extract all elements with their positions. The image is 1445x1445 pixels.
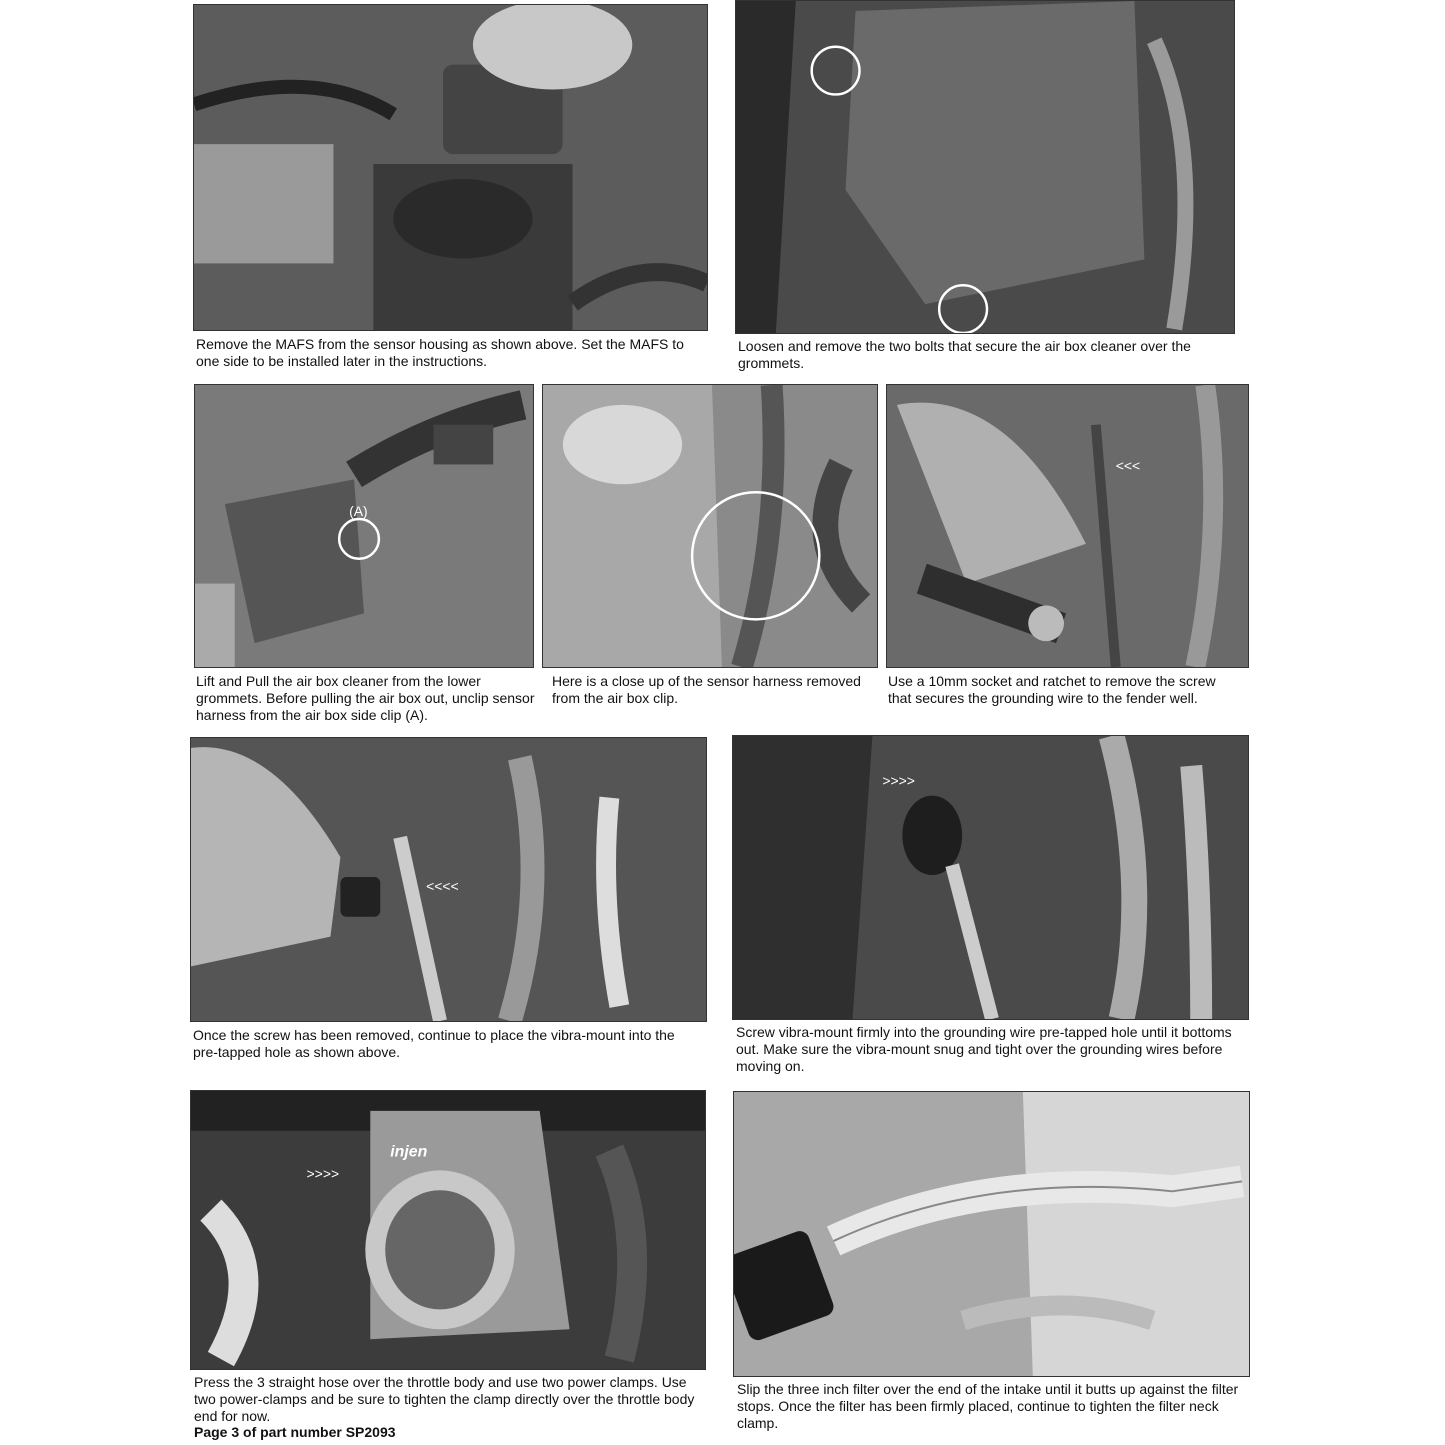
page-footer: Page 3 of part number SP2093 [194, 1424, 396, 1440]
photo-airbox-bolts [735, 0, 1235, 334]
photo-vibra-mount-insert [190, 737, 707, 1022]
caption-step-5: Use a 10mm socket and ratchet to remove the screw that secures the grounding wire to the fender well. [888, 673, 1216, 706]
caption-step-7: Screw vibra-mount firmly into the grounding wire pre-tapped hole until it bottoms out. Make sure the vibra-mount snug and tight over the grounding wires before moving on. [736, 1024, 1232, 1074]
caption-step-3: Lift and Pull the air box cleaner from the lower grommets. Before pulling the air box out, unclip sensor harness from the air box side clip (A). [196, 673, 535, 723]
photo-airbox-lift [194, 384, 534, 668]
arrow-mark-vibra: <<<< [426, 877, 459, 894]
photo-vibra-mount-tight [732, 735, 1249, 1020]
photo-mafs-removal [193, 4, 708, 331]
injen-tape-label: injen [390, 1143, 428, 1161]
photo-throttle-hose [190, 1090, 706, 1370]
arrow-mark-throttle: >>>> [306, 1165, 340, 1182]
photo-filter-intake [733, 1091, 1250, 1377]
caption-step-6: Once the screw has been removed, continue to place the vibra-mount into the pre-tapped hole as shown above. [193, 1027, 675, 1060]
photo-ratchet-screw [886, 384, 1249, 668]
caption-step-8: Press the 3 straight hose over the throttle body and use two power clamps. Use two power-clamps and be sure to tighten the clamp directly over the throttle body end for now. [194, 1374, 695, 1424]
arrow-mark-ratchet: <<< [1115, 457, 1141, 474]
clip-label-a: (A) [349, 503, 368, 520]
photo-harness-closeup [542, 384, 878, 668]
caption-step-9: Slip the three inch filter over the end of the intake until it butts up against the filter stops. Once the filter has been firmly placed, continue to tighten the filter neck clamp. [737, 1381, 1239, 1431]
caption-step-1: Remove the MAFS from the sensor housing as shown above. Set the MAFS to one side to be installed later in the instructions. [196, 336, 684, 369]
caption-step-4: Here is a close up of the sensor harness removed from the air box clip. [552, 673, 861, 706]
caption-step-2: Loosen and remove the two bolts that secure the air box cleaner over the grommets. [738, 338, 1191, 371]
arrow-mark-grounding: >>>> [882, 772, 915, 789]
